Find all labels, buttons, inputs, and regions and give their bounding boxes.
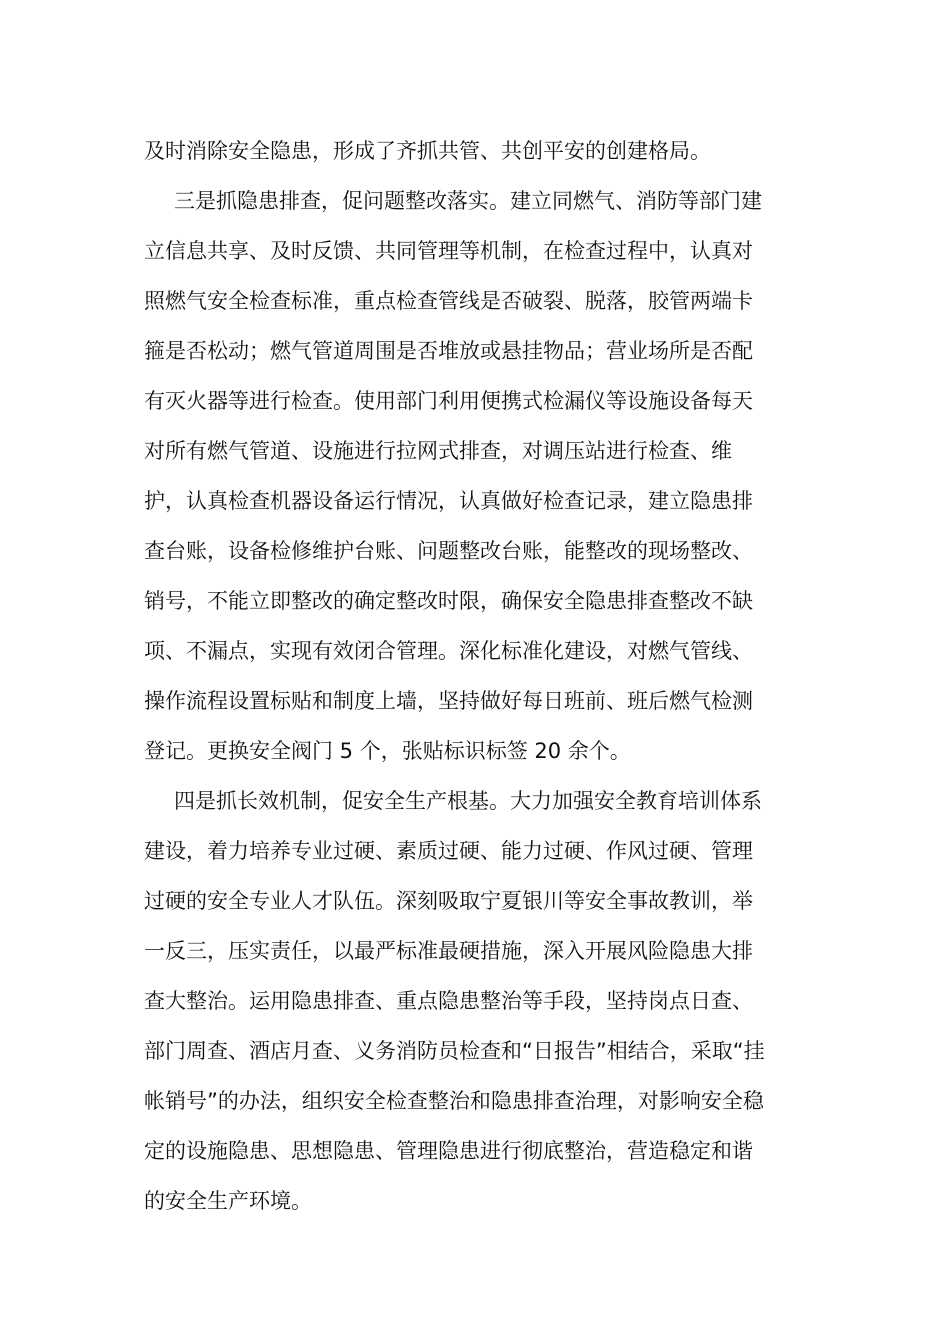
text-line: 项、不漏点，实现有效闭合管理。深化标准化建设，对燃气管线、: [144, 639, 753, 663]
text-line: 对所有燃气管道、设施进行拉网式排查，对调压站进行检查、维: [144, 439, 732, 463]
text-line: 立信息共享、及时反馈、共同管理等机制，在检查过程中，认真对: [144, 239, 753, 263]
text-line: 箍是否松动；燃气管道周围是否堆放或悬挂物品；营业场所是否配: [144, 339, 753, 363]
paragraph-start-line: 三是抓隐患排查，促问题整改落实。建立同燃气、消防等部门建: [174, 189, 762, 213]
document-body: [144, 126, 808, 1226]
text-line: 的安全生产环境。: [144, 1189, 312, 1213]
text-line: 有灭火器等进行检查。使用部门利用便携式检漏仪等设施设备每天: [144, 389, 753, 413]
text-line: 帐销号”的办法，组织安全检查整治和隐患排查治理，对影响安全稳: [144, 1089, 764, 1113]
text-line: 部门周查、酒店月查、义务消防员检查和“日报告”相结合，采取“挂: [144, 1039, 765, 1063]
text-line: 定的设施隐患、思想隐患、管理隐患进行彻底整治，营造稳定和谐: [144, 1139, 753, 1163]
text-line: 照燃气安全检查标准，重点检查管线是否破裂、脱落，胶管两端卡: [144, 289, 753, 313]
text-line: 查大整治。运用隐患排查、重点隐患整治等手段，坚持岗点日查、: [144, 989, 753, 1013]
text-line: 及时消除安全隐患，形成了齐抓共管、共创平安的创建格局。: [144, 139, 711, 163]
text-line: 销号，不能立即整改的确定整改时限，确保安全隐患排查整改不缺: [144, 589, 753, 613]
text-line: 操作流程设置标贴和制度上墙，坚持做好每日班前、班后燃气检测: [144, 689, 753, 713]
text-line: 登记。更换安全阀门 5 个，张贴标识标签 20 余个。: [144, 739, 631, 763]
text-line: 一反三，压实责任，以最严标准最硬措施，深入开展风险隐患大排: [144, 939, 753, 963]
text-line: 查台账，设备检修维护台账、问题整改台账，能整改的现场整改、: [144, 539, 753, 563]
paragraph-start-line: 四是抓长效机制，促安全生产根基。大力加强安全教育培训体系: [174, 789, 762, 813]
text-line: 护，认真检查机器设备运行情况，认真做好检查记录，建立隐患排: [144, 489, 753, 513]
text-line: 过硬的安全专业人才队伍。深刻吸取宁夏银川等安全事故教训，举: [144, 889, 753, 913]
text-line: 建设，着力培养专业过硬、素质过硬、能力过硬、作风过硬、管理: [144, 839, 753, 863]
